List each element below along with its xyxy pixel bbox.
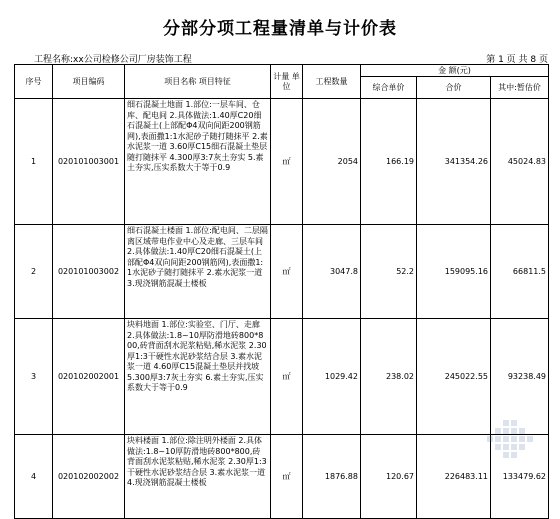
header-code: 项目编码 [53, 65, 125, 99]
table-row [15, 225, 549, 319]
header-estimated: 其中:暂估价 [491, 77, 549, 99]
header-unit: 计量 单位 [271, 65, 303, 99]
row-description: 细石混凝土地面 1.部位:一层车间、仓库、配电间 2.具体做法:1.40厚C20细石混凝土(上部配Φ4双向间距200钢筋网),表面撒1:1水泥砂子随打随抹平 2.素水泥浆一道 3.60厚C15细石混凝土垫层随打随抹平 4.300厚3:7灰土夯实 5.素土夯实,压实系数大于等于0.9 [125, 99, 271, 225]
project-label: 工程名称: [34, 55, 74, 65]
row-total: 226483.11 [417, 435, 491, 519]
row-unit-price: 238.02 [361, 319, 417, 435]
header-seq: 序号 [15, 65, 53, 99]
row-unit-price: 52.2 [361, 225, 417, 319]
row-estimated: 45024.83 [491, 99, 549, 225]
row-code: 020101003001 [53, 99, 125, 225]
row-code: 020102002001 [53, 319, 125, 435]
row-description: 块料地面 1.部位:实验室、门厅、走廊 2.具体做法:1.8~10厚防滑地砖800*800,砖背面刮水泥浆粘贴,稀水泥浆 2.30厚1:3干硬性水泥砂浆结合层 3.素水泥浆一道 4.60厚C15混凝土垫层并找坡 5.300厚3:7灰土夯实 6.素土夯实,压实系数大于等于0.9 [125, 319, 271, 435]
row-estimated: 133479.62 [491, 435, 549, 519]
row-code: 020101003002 [53, 225, 125, 319]
table-row [15, 99, 549, 225]
row-seq: 3 [15, 319, 53, 435]
row-seq: 2 [15, 225, 53, 319]
row-quantity: 1876.88 [303, 435, 361, 519]
header-unit-price: 综合单价 [361, 77, 417, 99]
page-title: 分部分项工程量清单与计价表 [163, 19, 397, 39]
row-unit: ㎡ [271, 225, 303, 319]
row-estimated: 66811.5 [491, 225, 549, 319]
row-unit-price: 120.67 [361, 435, 417, 519]
row-total: 159095.16 [417, 225, 491, 319]
row-total: 245022.55 [417, 319, 491, 435]
row-code: 020102002002 [53, 435, 125, 519]
row-unit-price: 166.19 [361, 99, 417, 225]
header-amount-group: 金 额(元) [361, 65, 549, 77]
row-unit: ㎡ [271, 99, 303, 225]
row-estimated: 93238.49 [491, 319, 549, 435]
header-quantity: 工程数量 [303, 65, 361, 99]
page-info: 第 1 页 共 8 页 [486, 55, 548, 65]
watermark-logo [448, 410, 558, 490]
header-name-feature: 项目名称 项目特征 [125, 65, 271, 99]
row-seq: 4 [15, 435, 53, 519]
row-quantity: 1029.42 [303, 319, 361, 435]
row-unit: ㎡ [271, 319, 303, 435]
header-total: 合价 [417, 77, 491, 99]
row-description: 块料楼面 1.部位:除注明外楼面 2.具体做法:1.8~10厚防滑地砖800*800,砖背面刮水泥浆粘贴,稀水泥浆 2.30厚1:3干硬性水泥砂浆结合层 3.素水泥浆一道 4.现浇钢筋混凝土楼板 [125, 435, 271, 519]
row-quantity: 3047.8 [303, 225, 361, 319]
row-unit: ㎡ [271, 435, 303, 519]
row-total: 341354.26 [417, 99, 491, 225]
row-description: 细石混凝土楼面 1.部位:配电间、二层隔离区域带电作业中心及走廊、三层车间 2.具体做法:1.40厚C20细石混凝土(上部配Φ4双向间距200钢筋网),表面撒1:1水泥砂子随打随抹平 2.素水泥浆一道 3.现浇钢筋混凝土楼板 [125, 225, 271, 319]
row-quantity: 2054 [303, 99, 361, 225]
row-seq: 1 [15, 99, 53, 225]
project-name: xx公司检修公司厂房装饰工程 [73, 55, 192, 65]
